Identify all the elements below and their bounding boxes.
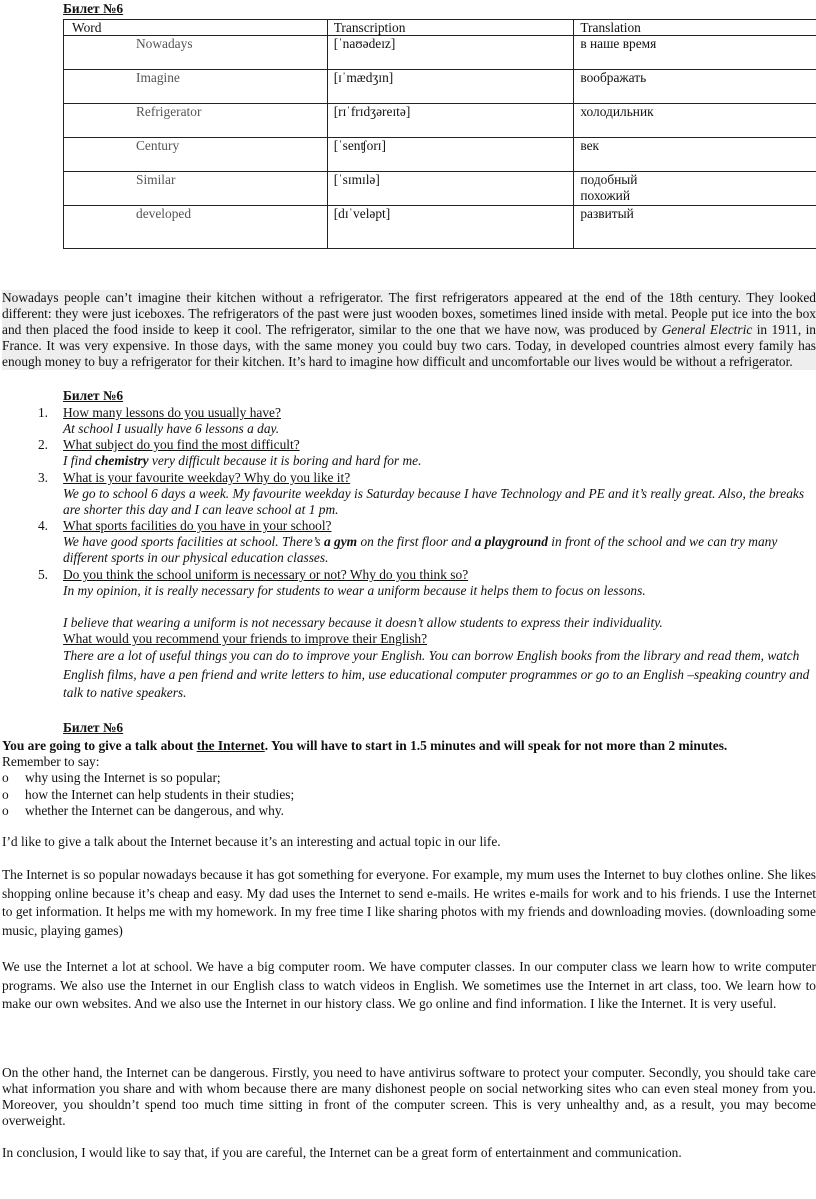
talk-task-text: You are going to give a talk about — [2, 738, 197, 753]
question-text: How many lessons do you usually have? — [63, 405, 281, 420]
reading-text-2: in 1911, in France. It was very expensive. In those days, with the same money you could buy two cars. Today, in developed countries almost every family has enough money to buy a refrigerator for their kitchen. It’s hard to imagine how difficult and uncomfortable our lives would be without a refrigerator. — [2, 322, 816, 369]
translation-cell — [574, 172, 816, 206]
talk-intro: I’d like to give a talk about the Internet because it’s an interesting and actual topic in our life. — [2, 834, 501, 849]
answer-text: There are a lot of useful things you can do to improve your English. You can borrow English books from the library and read them, watch English films, have a pen friend and write letters to him, use educational computer programmes or go to an English –speaking country and talk to native speakers. — [63, 648, 810, 700]
question-text: What subject do you find the most difficult? — [63, 437, 300, 452]
talk-paragraph: We use the Internet a lot at school. We have a big computer room. We have computer classes. In our computer class we learn how to write computer programs. We also use the Internet in our English class to watch videos in English. We sometimes use the Internet in art class, too. We learn how to make our own websites. And we also use the Internet in our history class. We go online and find information. I like the Internet. It is very useful. — [2, 959, 816, 1011]
header-transcription: Transcription — [327, 20, 574, 36]
answer-emphasis: a gym — [323, 534, 358, 549]
translation-line-2: похожий — [580, 188, 631, 203]
reading-text-1: Nowadays people can’t imagine their kitchen without a refrigerator. The first refrigerators appeared at the end of the 18th century. They looked different: they were just iceboxes. The refrigerators of the past were just wooden boxes, sometimes lined inside with metal. People put ice into the box and then placed the food inside to keep it cool. The refrigerator, similar to the one that we have now, was produced by — [2, 290, 816, 337]
answer-text: In my opinion, it is really necessary for students to wear a uniform because it helps them to focus on lessons. — [63, 583, 646, 598]
table-header-row — [64, 20, 816, 36]
translation-cell: холодильник — [574, 104, 816, 138]
answer-part: very difficult because it is boring and hard for me. — [148, 453, 422, 468]
list-item: how the Internet can help students in their studies; — [25, 787, 295, 802]
vocabulary-table — [63, 19, 816, 249]
word-cell: Imagine — [64, 70, 328, 104]
answer-text: At school I usually have 6 lessons a day. — [63, 421, 280, 436]
header-translation: Translation — [574, 20, 816, 36]
talk-topic: the Internet — [196, 738, 265, 753]
table-row — [64, 104, 816, 138]
transcription-cell: [ˈnaʊədeɪz] — [327, 36, 574, 70]
question-number: 2. — [37, 437, 48, 452]
question-number: 1. — [37, 405, 48, 420]
word-cell: Similar — [64, 172, 328, 206]
list-item: why using the Internet is so popular; — [25, 770, 221, 785]
transcription-cell: [ˈsenʧorɪ] — [327, 138, 574, 172]
table-row — [64, 206, 816, 249]
table-row — [64, 36, 816, 70]
transcription-cell: [dɪˈveləpt] — [327, 206, 574, 249]
ticket-header: Билет №6 — [63, 1, 124, 16]
transcription-cell: [ˈsɪmɪlə] — [327, 172, 574, 206]
word-cell: developed — [64, 206, 328, 249]
answer-emphasis: a playground — [474, 534, 548, 549]
list-item: whether the Internet can be dangerous, and why. — [25, 803, 285, 818]
bullet-marker: o — [2, 787, 9, 802]
reading-paragraph — [2, 290, 816, 370]
talk-paragraph: On the other hand, the Internet can be dangerous. Firstly, you need to have antivirus software to protect your computer. Secondly, you should take care what information you share and with whom because there are many dishonest people on social networking sites who can even steal money from you. Moreover, you shouldn’t spend too much time sitting in front of the computer screen. This is very unhealthy and, as a result, you may become overweight. — [2, 1065, 816, 1128]
question-text: What is your favourite weekday? Why do you like it? — [63, 470, 351, 485]
talk-conclusion: In conclusion, I would like to say that, if you are careful, the Internet can be a great form of entertainment and communication. — [2, 1145, 682, 1160]
table-row — [64, 138, 816, 172]
translation-cell: воображать — [574, 70, 816, 104]
answer-text — [63, 453, 815, 469]
answer-part: I find — [63, 453, 95, 468]
belief-text: I believe that wearing a uniform is not necessary because it doesn’t allow students to express their individuality. — [63, 615, 663, 630]
question-number: 4. — [37, 518, 48, 533]
brand-name: General Electric — [661, 322, 753, 337]
word-cell: Century — [64, 138, 328, 172]
bullet-marker: o — [2, 803, 9, 818]
question-text: What would you recommend your friends to improve their English? — [63, 631, 428, 646]
question-number: 5. — [37, 567, 48, 582]
table-row — [64, 172, 816, 206]
transcription-cell: [ɪˈmædʒɪn] — [327, 70, 574, 104]
table-row — [64, 70, 816, 104]
answer-emphasis: chemistry — [95, 453, 149, 468]
talk-task — [2, 738, 816, 754]
word-cell: Refrigerator — [64, 104, 328, 138]
ticket-header: Билет №6 — [63, 720, 124, 735]
talk-task-text: . You will have to start in 1.5 minutes and will speak for not more than 2 minutes. — [264, 738, 728, 753]
translation-line: подобный — [580, 172, 638, 187]
remember-label: Remember to say: — [2, 754, 100, 769]
transcription-cell: [rɪˈfrɪdʒəreɪtə] — [327, 104, 574, 138]
translation-cell: в наше время — [574, 36, 816, 70]
question-number: 3. — [37, 470, 48, 485]
question-text: Do you think the school uniform is necessary or not? Why do you think so? — [63, 567, 469, 582]
header-word: Word — [64, 20, 328, 36]
answer-part: in front of the school and we can try many different sports in our physical education classes. — [63, 534, 778, 565]
answer-part: We have good sports facilities at school. There’s — [63, 534, 324, 549]
ticket-header: Билет №6 — [63, 388, 124, 403]
answer-text: We go to school 6 days a week. My favourite weekday is Saturday because I have Technology and PE and it’s really great. Also, the breaks are shorter this day and I can leave school at 1 pm. — [63, 486, 805, 517]
translation-cell: развитый — [574, 206, 816, 249]
word-cell: Nowadays — [64, 36, 328, 70]
answer-text — [63, 534, 815, 566]
translation-cell: век — [574, 138, 816, 172]
talk-paragraph: The Internet is so popular nowadays because it has got something for everyone. For example, my mum uses the Internet to buy clothes online. She likes shopping online because it’s cheap and easy. My dad uses the Internet to send e-mails. He writes e-mails for work and to his friends. I use the Internet to get information. It helps me with my homework. In my free time I like sharing photos with my friends and downloading movies. (downloading some music, playing games) — [2, 867, 816, 938]
answer-part: on the first floor and — [357, 534, 475, 549]
question-text: What sports facilities do you have in your school? — [63, 518, 332, 533]
bullet-marker: o — [2, 770, 9, 785]
